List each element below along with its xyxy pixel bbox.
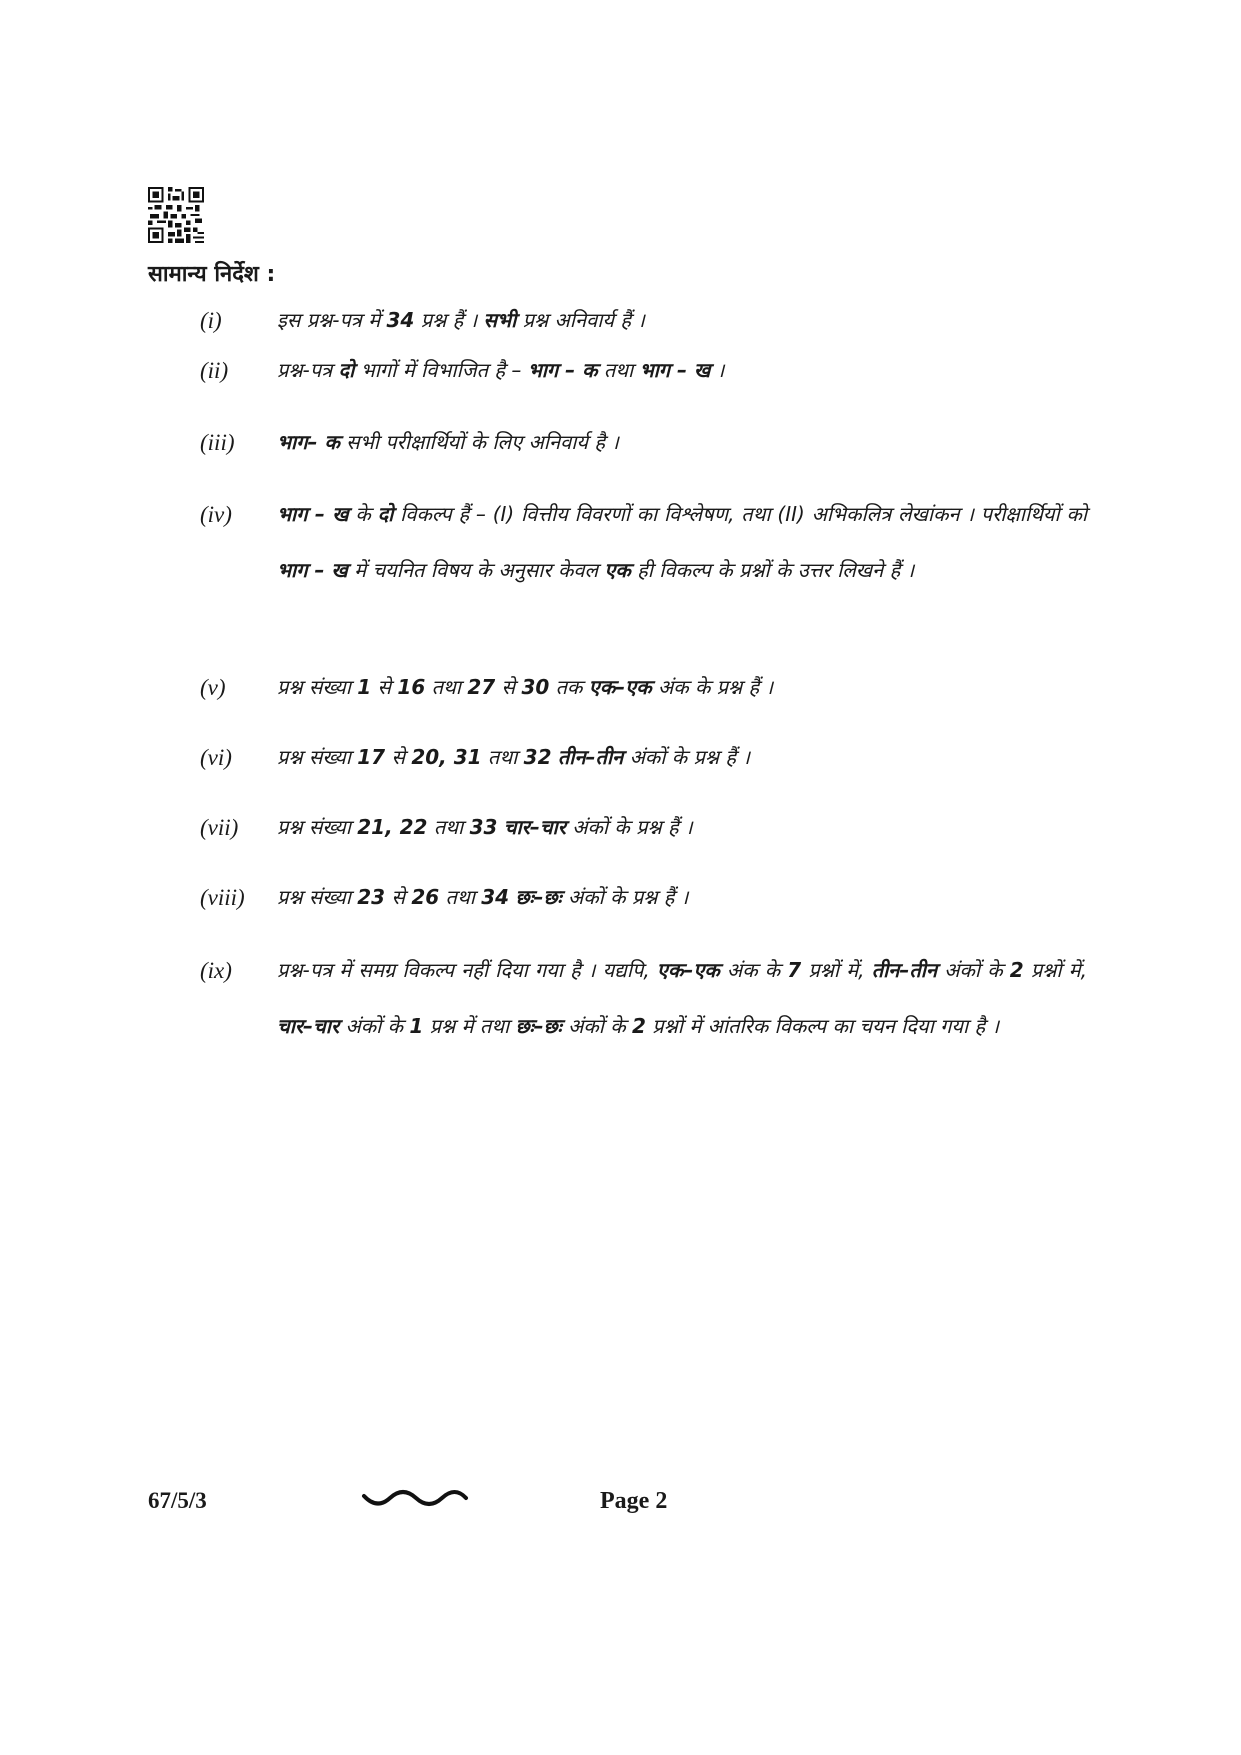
- instruction-fragment: प्रश्नों में,: [801, 958, 872, 982]
- instruction-fragment: सभी परीक्षार्थियों के लिए अनिवार्य है ।: [339, 430, 619, 454]
- instruction-emphasis: भाग – ख: [277, 502, 349, 526]
- instruction-fragment: प्रश्न अनिवार्य हैं ।: [516, 308, 645, 332]
- instruction-emphasis: 20, 31: [411, 745, 482, 769]
- instruction-fragment: प्रश्न संख्या: [277, 745, 358, 769]
- instruction-emphasis: भाग– क: [277, 430, 340, 454]
- instruction-number: (viii): [200, 885, 245, 910]
- instruction-fragment: विकल्प हैं – (I) वित्तीय विवरणों का विश्लेषण, तथा (II) अभिकलित्र लेखांकन । परीक्षार्थियों को: [393, 502, 1088, 526]
- instruction-fragment: अंकों के प्रश्न हैं ।: [565, 815, 693, 839]
- instruction-text: [277, 486, 1087, 598]
- instruction-emphasis: 1: [409, 1014, 424, 1038]
- instruction-emphasis: 1: [357, 675, 372, 699]
- instruction-fragment: प्रश्न संख्या: [277, 675, 358, 699]
- paper-code: 67/5/3: [148, 1488, 207, 1513]
- instruction-text: [277, 659, 1087, 715]
- instruction-emphasis: एक–एक: [588, 675, 652, 699]
- instruction-emphasis: चार–चार: [277, 1014, 340, 1038]
- instruction-fragment: भागों में विभाजित है –: [354, 358, 528, 382]
- page-number: Page 2: [600, 1488, 668, 1514]
- instruction-fragment: के: [348, 502, 378, 526]
- wave-ornament-icon: [360, 1486, 470, 1510]
- instruction-fragment: अंक के प्रश्न हैं ।: [651, 675, 774, 699]
- instruction-emphasis: तीन–तीन: [557, 745, 624, 769]
- instruction-text: [277, 414, 1087, 470]
- instruction-emphasis: 30: [521, 675, 550, 699]
- instruction-fragment: ही विकल्प के प्रश्नों के उत्तर लिखने हैं ।: [630, 558, 915, 582]
- instruction-emphasis: एक: [604, 558, 631, 582]
- instruction-emphasis: भाग – ख: [277, 558, 348, 582]
- instruction-fragment: में चयनित विषय के अनुसार केवल: [347, 558, 605, 582]
- instruction-text: [277, 342, 1087, 398]
- instruction-fragment: से: [385, 745, 412, 769]
- instruction-fragment: तथा: [427, 815, 470, 839]
- instruction-emphasis: 2: [631, 1014, 646, 1038]
- instruction-number: (iv): [200, 502, 232, 527]
- instruction-fragment: तथा: [597, 358, 640, 382]
- instruction-fragment: ।: [710, 358, 725, 382]
- instruction-fragment: प्रश्न हैं ।: [414, 308, 484, 332]
- instruction-emphasis: 32: [523, 745, 552, 769]
- instruction-emphasis: 2: [1009, 958, 1024, 982]
- instruction-emphasis: 34: [386, 308, 415, 332]
- instruction-fragment: तथा: [481, 745, 524, 769]
- instruction-fragment: प्रश्नों में,: [1023, 958, 1087, 982]
- instruction-emphasis: भाग – ख: [639, 358, 711, 382]
- instruction-emphasis: 7: [787, 958, 802, 982]
- instruction-emphasis: दो: [377, 502, 394, 526]
- instruction-number: (i): [200, 308, 222, 333]
- section-heading: सामान्य निर्देश :: [148, 262, 276, 287]
- instruction-fragment: प्रश्न संख्या: [277, 885, 358, 909]
- instruction-fragment: इस प्रश्न-पत्र में: [277, 308, 387, 332]
- instruction-emphasis: 33: [469, 815, 498, 839]
- instruction-number: (vii): [200, 815, 239, 840]
- instruction-number: (vi): [200, 745, 232, 770]
- instruction-fragment: तथा: [439, 885, 482, 909]
- instruction-emphasis: दो: [338, 358, 355, 382]
- instruction-fragment: प्रश्न संख्या: [277, 815, 358, 839]
- instruction-fragment: अंक के: [719, 958, 788, 982]
- instruction-emphasis: एक–एक: [656, 958, 720, 982]
- instruction-fragment: प्रश्न-पत्र में समग्र विकल्प नहीं दिया गया है । यद्यपि,: [277, 958, 657, 982]
- instruction-emphasis: भाग – क: [527, 358, 598, 382]
- instruction-emphasis: 21, 22: [357, 815, 428, 839]
- instruction-emphasis: 26: [411, 885, 440, 909]
- instruction-fragment: अंकों के: [937, 958, 1010, 982]
- instruction-emphasis: 17: [357, 745, 386, 769]
- instruction-emphasis: छः–छः: [515, 1014, 562, 1038]
- instruction-fragment: प्रश्न-पत्र: [277, 358, 339, 382]
- instruction-emphasis: 34: [481, 885, 510, 909]
- instruction-text: [277, 799, 1087, 855]
- instruction-fragment: अंकों के प्रश्न हैं ।: [623, 745, 750, 769]
- instruction-fragment: तक: [549, 675, 589, 699]
- instruction-fragment: अंकों के: [339, 1014, 410, 1038]
- instruction-fragment: प्रश्न में तथा: [423, 1014, 516, 1038]
- instruction-fragment: प्रश्नों में आंतरिक विकल्प का चयन दिया गया है ।: [645, 1014, 1000, 1038]
- instruction-number: (ii): [200, 358, 229, 383]
- instruction-text: [277, 292, 1087, 348]
- instruction-number: (ix): [200, 958, 232, 983]
- instruction-emphasis: 23: [357, 885, 386, 909]
- instruction-fragment: से: [385, 885, 412, 909]
- instruction-number: (iii): [200, 430, 235, 455]
- instruction-fragment: अंकों के: [561, 1014, 632, 1038]
- instruction-emphasis: छः–छः: [515, 885, 562, 909]
- instruction-emphasis: 27: [467, 675, 496, 699]
- instruction-emphasis: चार–चार: [503, 815, 566, 839]
- instruction-text: [277, 869, 1087, 925]
- instruction-fragment: तथा: [425, 675, 468, 699]
- instruction-emphasis: सभी: [483, 308, 517, 332]
- instruction-fragment: से: [495, 675, 522, 699]
- instruction-number: (v): [200, 675, 226, 700]
- instruction-fragment: अंकों के प्रश्न हैं ।: [561, 885, 689, 909]
- instruction-fragment: से: [371, 675, 398, 699]
- qr-code-icon: [148, 187, 204, 243]
- instruction-emphasis: 16: [397, 675, 426, 699]
- instruction-emphasis: तीन–तीन: [871, 958, 938, 982]
- instruction-text: [277, 729, 1087, 785]
- instruction-text: [277, 942, 1087, 1054]
